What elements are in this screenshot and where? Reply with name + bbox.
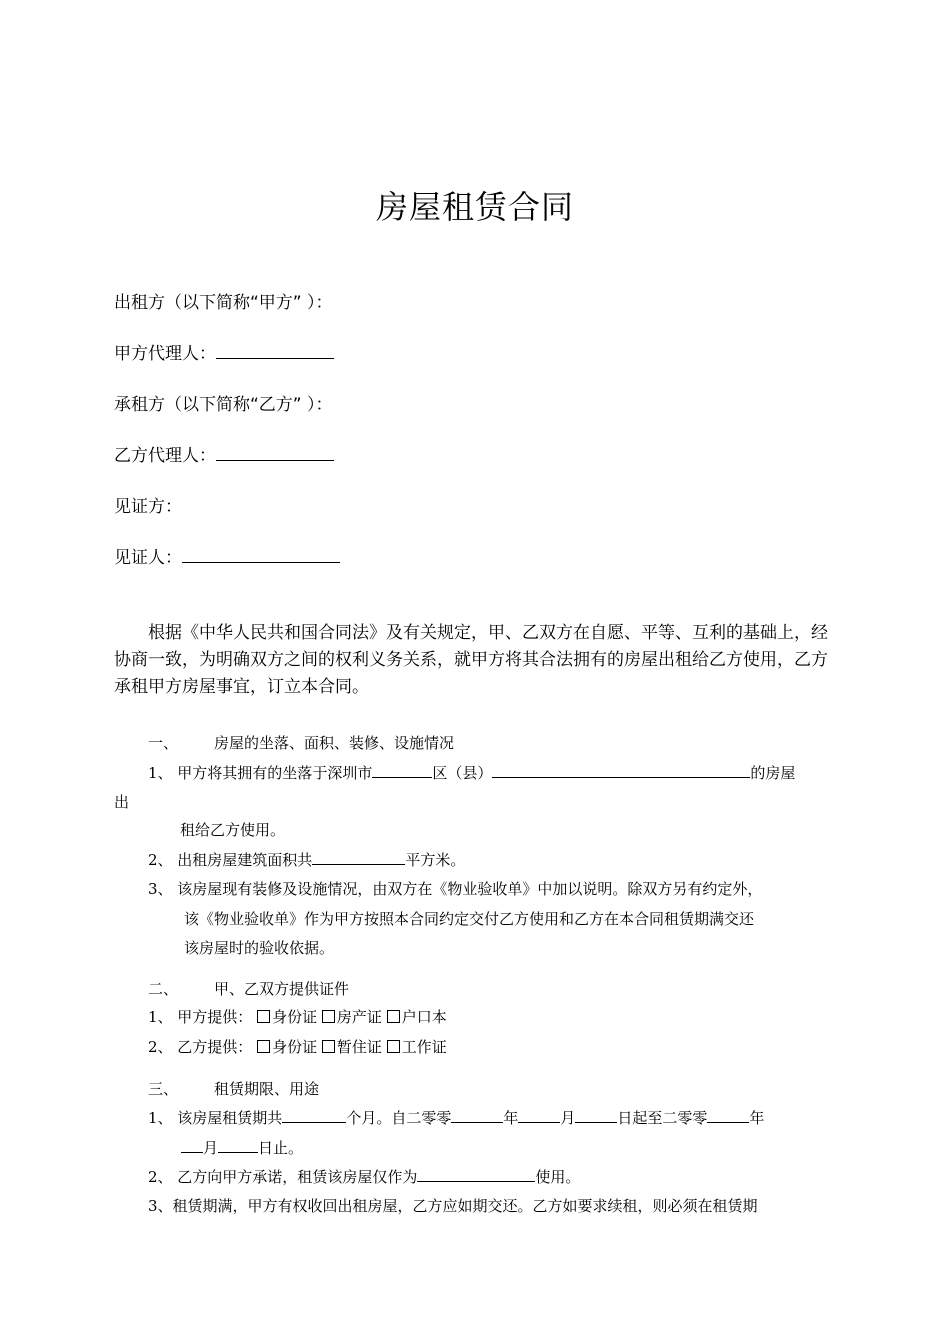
section1-number: 一、 <box>148 734 179 752</box>
section1-item2-text-b: 平方米。 <box>405 851 466 869</box>
intro-paragraph: 根据《中华人民共和国合同法》及有关规定，甲、乙双方在自愿、平等、互利的基础上，经协商一致，为明确双方之间的权利义务关系，就甲方将其合法拥有的房屋出租给乙方使用，乙方承租甲方房屋事宜，订立本合同。 <box>114 623 828 697</box>
usage-blank <box>417 1165 535 1182</box>
section2-item1 <box>148 1006 447 1027</box>
section2-item2-label: 2、 乙方提供： <box>148 1038 253 1056</box>
section3-item1 <box>148 1106 764 1128</box>
section1-item1-text-c: 的房屋 <box>750 764 796 782</box>
lessor-agent-blank <box>216 342 334 359</box>
section1-item3-line2: 该《物业验收单》作为甲方按照本合同约定交付乙方使用和乙方在本合同租赁期满交还 <box>184 910 755 928</box>
area-blank <box>312 848 405 865</box>
section2-number: 二、 <box>148 980 179 998</box>
page-title: 房屋租赁合同 <box>375 188 574 226</box>
section3-item1-text-a: 1、 该房屋租赁期共 <box>148 1109 283 1127</box>
property-cert-checkbox[interactable] <box>322 1010 335 1023</box>
section1-item2-text-a: 2、 出租房屋建筑面积共 <box>148 851 313 869</box>
section3-item1-text-b: 个月。自二零零 <box>346 1109 452 1127</box>
option-label: 房产证 <box>336 1008 382 1026</box>
section3-title: 租赁期限、用途 <box>214 1080 320 1098</box>
witness-party-label: 见证方： <box>114 497 182 517</box>
district-blank <box>372 761 432 778</box>
section1-item3-line1: 3、 该房屋现有装修及设施情况，由双方在《物业验收单》中加以说明。除双方另有约定外， <box>148 880 763 898</box>
lessee-agent-label: 乙方代理人： <box>114 446 216 466</box>
section3-number: 三、 <box>148 1080 179 1098</box>
section1-item3-line3: 该房屋时的验收依据。 <box>184 939 335 957</box>
section3-item3: 3、租赁期满，甲方有权收回出租房屋，乙方应如期交还。乙方如要求续租，则必须在租赁期 <box>148 1197 758 1215</box>
section1-item1-text-b: 区（县） <box>432 764 493 782</box>
lessee-agent-blank <box>216 444 334 461</box>
section3-item1-text-d: 月 <box>560 1109 576 1127</box>
start-month-blank <box>518 1106 560 1123</box>
section1-item1-wrap: 出 <box>114 793 130 811</box>
section1-heading <box>148 732 454 753</box>
temp-residence-checkbox[interactable] <box>322 1040 335 1053</box>
section3-item1-text-h: 日止。 <box>258 1139 304 1157</box>
section3-item2-text-b: 使用。 <box>535 1168 581 1186</box>
witness-blank <box>182 546 340 563</box>
lessee-label: 承租方（以下简称“乙方” ）： <box>114 395 333 415</box>
work-permit-checkbox[interactable] <box>387 1040 400 1053</box>
section1-item1 <box>148 761 795 783</box>
section1-item2 <box>148 848 465 870</box>
section2-item2 <box>148 1036 447 1057</box>
section2-item1-label: 1、 甲方提供： <box>148 1008 253 1026</box>
section3-item2 <box>148 1165 580 1187</box>
witness-line <box>114 543 340 568</box>
section3-item1-text-g: 月 <box>203 1139 219 1157</box>
section3-item1-text-f: 年 <box>749 1109 765 1127</box>
start-day-blank <box>575 1106 617 1123</box>
option-label: 户口本 <box>401 1008 447 1026</box>
start-year-blank <box>451 1106 503 1123</box>
end-day-blank <box>218 1136 258 1153</box>
section3-item1-text-e: 日起至二零零 <box>617 1109 708 1127</box>
lessor-agent-label: 甲方代理人： <box>114 344 216 364</box>
lessor-line <box>114 288 333 313</box>
months-blank <box>282 1106 346 1123</box>
option-label: 身份证 <box>272 1008 318 1026</box>
lessee-line <box>114 390 333 415</box>
section3-item1-text-c: 年 <box>503 1109 519 1127</box>
id-card-checkbox[interactable] <box>257 1010 270 1023</box>
lessor-label: 出租方（以下简称“甲方” ）： <box>114 293 333 313</box>
section2-title: 甲、乙双方提供证件 <box>214 980 350 998</box>
option-label: 暂住证 <box>336 1038 382 1056</box>
option-label: 身份证 <box>272 1038 318 1056</box>
section3-item2-text-a: 2、 乙方向甲方承诺，租赁该房屋仅作为 <box>148 1168 418 1186</box>
lessor-agent-line <box>114 339 334 364</box>
witness-label: 见证人： <box>114 548 182 568</box>
section3-heading <box>148 1078 319 1099</box>
section3-item1-continued <box>181 1136 303 1158</box>
section1-item1-text-a: 1、 甲方将其拥有的坐落于深圳市 <box>148 764 373 782</box>
section2-heading <box>148 978 349 999</box>
end-month-blank <box>181 1136 203 1153</box>
witness-party-line <box>114 492 182 517</box>
end-year-blank <box>707 1106 749 1123</box>
household-register-checkbox[interactable] <box>387 1010 400 1023</box>
lessee-agent-line <box>114 441 334 466</box>
id-card-checkbox[interactable] <box>257 1040 270 1053</box>
section1-item1-continued: 租给乙方使用。 <box>180 821 286 839</box>
section1-title: 房屋的坐落、面积、装修、设施情况 <box>214 734 455 752</box>
address-blank <box>492 761 750 778</box>
option-label: 工作证 <box>401 1038 447 1056</box>
